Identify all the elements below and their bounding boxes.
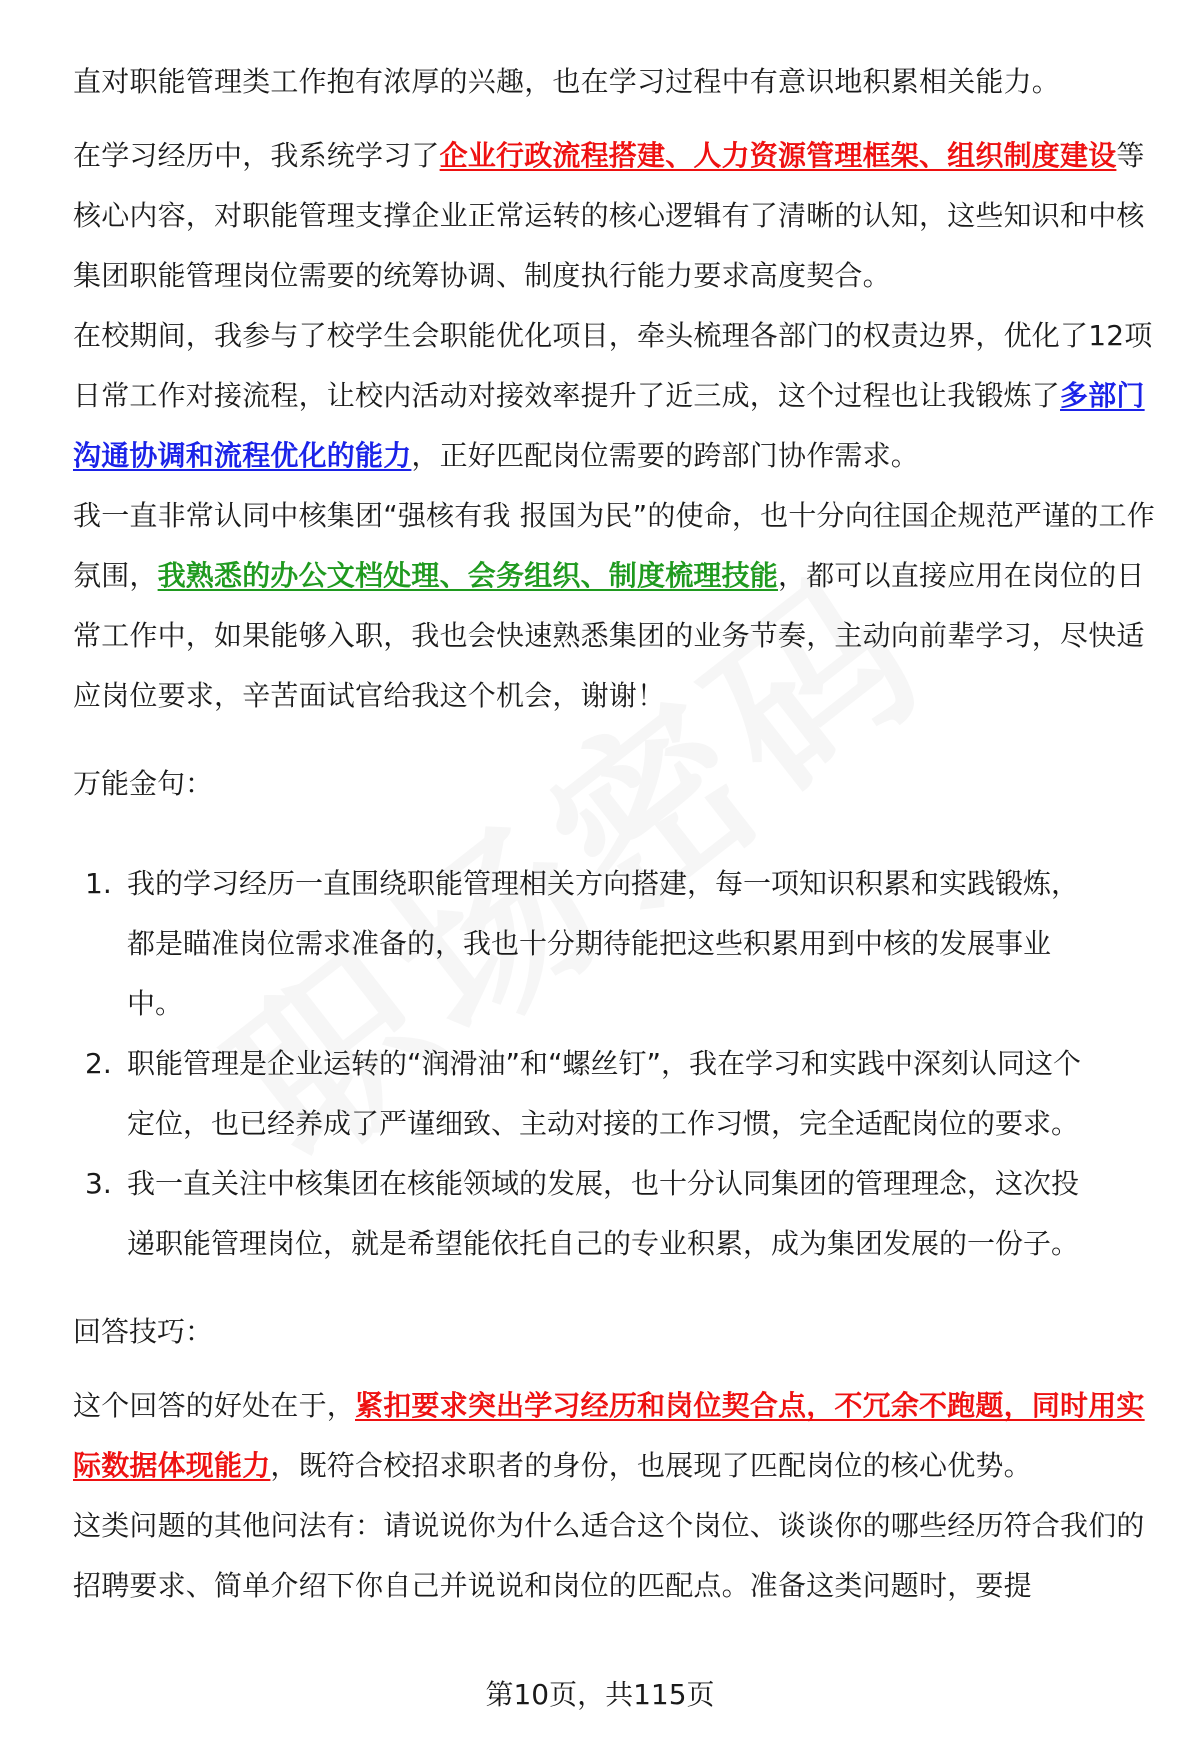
document-page xyxy=(73,52,1158,1616)
list-item-number: 1. xyxy=(85,867,112,900)
paragraph-campus-pre: 在校期间，我参与了校学生会职能优化项目，牵头梳理各部门的权责边界，优化了12项日常工作对接流程，让校内活动对接效率提升了近三成，这个过程也让我锻炼了 xyxy=(73,319,1153,412)
golden-label: 万能金句： xyxy=(73,767,214,800)
paragraph-mission-post: ，都可以直接应用在岗位的日常工作中，如果能够入职，我也会快速熟悉集团的业务节奏，主动向前辈学习，尽快适应岗位要求，辛苦面试官给我这个机会，谢谢！ xyxy=(73,559,1145,712)
paragraph-tips-pre: 这个回答的好处在于， xyxy=(73,1389,356,1422)
page-number: 第10页，共115页 xyxy=(485,1678,715,1711)
golden-list xyxy=(73,854,1158,1274)
list-item-text: 职能管理是企业运转的“润滑油”和“螺丝钉”，我在学习和实践中深刻认同这个定位，也已经养成了严谨细致、主动对接的工作习惯，完全适配岗位的要求。 xyxy=(127,1047,1082,1140)
highlight-mission: 我熟悉的办公文档处理、会务组织、制度梳理技能 xyxy=(157,559,779,592)
highlight-study: 企业行政流程搭建、人力资源管理框架、组织制度建设 xyxy=(439,139,1117,172)
paragraph-campus xyxy=(73,306,1158,486)
paragraph-tips-post: ，既符合校招求职者的身份，也展现了匹配岗位的核心优势。 xyxy=(270,1449,1032,1482)
paragraph-tips xyxy=(73,1376,1158,1496)
list-item-number: 3. xyxy=(85,1167,112,1200)
paragraph-other-questions: 这类问题的其他问法有：请说说你为什么适合这个岗位、谈谈你的哪些经历符合我们的招聘要求、简单介绍下你自己并说说和岗位的匹配点。准备这类问题时，要提 xyxy=(73,1509,1145,1602)
list-item xyxy=(73,854,1158,1034)
highlight-campus: 多部门沟通协调和流程优化的能力 xyxy=(73,379,1145,472)
list-item-text: 我的学习经历一直围绕职能管理相关方向搭建，每一项知识积累和实践锻炼，都是瞄准岗位需求准备的，我也十分期待能把这些积累用到中核的发展事业中。 xyxy=(127,867,1080,1020)
highlight-tips: 紧扣要求突出学习经历和岗位契合点，不冗余不跑题，同时用实际数据体现能力 xyxy=(73,1389,1145,1482)
paragraph-study-pre: 在学习经历中，我系统学习了 xyxy=(73,139,440,172)
paragraph-campus-post: ，正好匹配岗位需要的跨部门协作需求。 xyxy=(411,439,920,472)
list-item xyxy=(73,1154,1158,1274)
paragraph-study xyxy=(73,126,1158,306)
paragraph-mission xyxy=(73,486,1158,726)
paragraph-intro-tail: 直对职能管理类工作抱有浓厚的兴趣，也在学习过程中有意识地积累相关能力。 xyxy=(73,65,1061,98)
tips-label: 回答技巧： xyxy=(73,1315,214,1348)
paragraph-mission-pre: 我一直非常认同中核集团“强核有我 报国为民”的使命，也十分向往国企规范严谨的工作氛围， xyxy=(73,499,1155,592)
list-item-number: 2. xyxy=(85,1047,112,1080)
paragraph-study-post: 等核心内容，对职能管理支撑企业正常运转的核心逻辑有了清晰的认知，这些知识和中核集团职能管理岗位需要的统筹协调、制度执行能力要求高度契合。 xyxy=(73,139,1145,292)
list-item xyxy=(73,1034,1158,1154)
list-item-text: 我一直关注中核集团在核能领域的发展，也十分认同集团的管理理念，这次投递职能管理岗位，就是希望能依托自己的专业积累，成为集团发展的一份子。 xyxy=(127,1167,1080,1260)
